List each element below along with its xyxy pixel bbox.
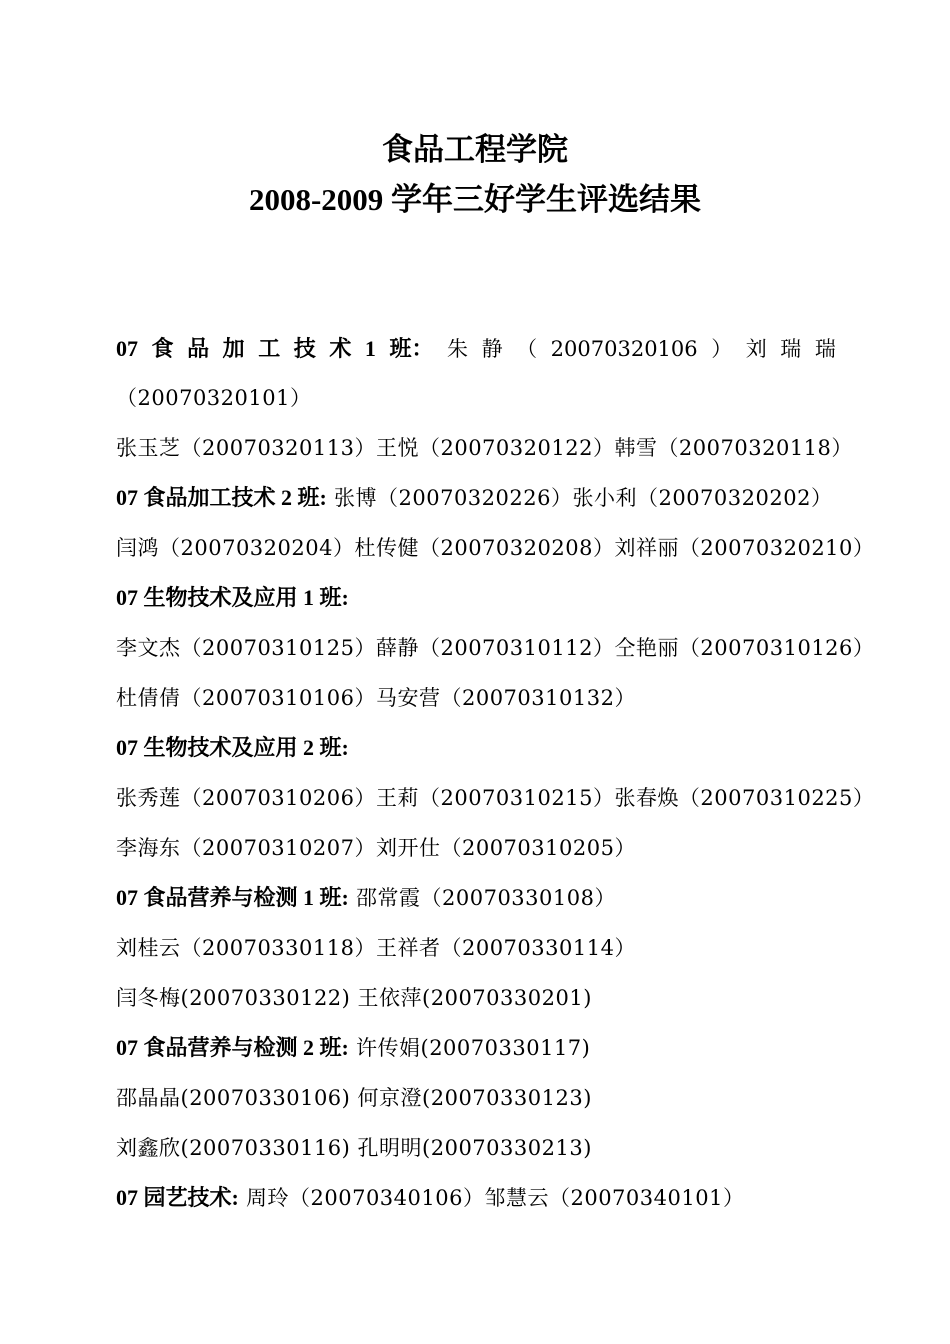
- student-name-part: 瑞: [780, 337, 802, 361]
- class-label: 07 食品营养与检测 1 班:: [116, 885, 349, 910]
- class-label-part: 术: [329, 336, 352, 361]
- student-list-line: [116, 1083, 836, 1113]
- class-entry-line: [116, 1183, 836, 1213]
- student-list-line: [116, 383, 836, 413]
- class-entry-line: [116, 1033, 836, 1063]
- student-id-part: ）: [711, 337, 733, 361]
- class-entry-line: [116, 883, 836, 913]
- student-list-line: [116, 783, 875, 813]
- student-names: 周玲（20070340106）邹慧云（20070340101）: [238, 1186, 745, 1210]
- class-label: 07 园艺技术:: [116, 1185, 239, 1210]
- class-label-part: 工: [258, 336, 281, 361]
- class-label: 07 生物技术及应用 1 班:: [116, 585, 349, 610]
- student-name-part: 朱: [447, 337, 469, 361]
- class-label-part: 食: [151, 336, 174, 361]
- page-subtitle: 2008-2009 学年三好学生评选结果: [248, 182, 702, 217]
- student-names: 闫鸿（20070320204）杜传健（20070320208）刘祥丽（20070320210）: [116, 536, 875, 560]
- class-entry-line: [116, 483, 836, 513]
- student-names: 杜倩倩（20070310106）马安营（20070310132）: [116, 686, 636, 710]
- class-entry-line: [116, 583, 836, 613]
- student-list-line: [116, 683, 836, 713]
- student-names: 张玉芝（20070320113）王悦（20070320122）韩雪（20070320118）: [116, 436, 853, 460]
- student-name-part: 瑞: [814, 337, 836, 361]
- student-list-line: [116, 633, 875, 663]
- student-names: 闫冬梅(20070330122) 王依萍(20070330201): [116, 986, 592, 1010]
- student-names: 李文杰（20070310125）薛静（20070310112）仝艳丽（20070310126）: [116, 636, 875, 660]
- student-names: （20070320101）: [116, 386, 312, 410]
- class-label-part: 07: [116, 336, 138, 361]
- student-names: 刘桂云（20070330118）王祥者（20070330114）: [116, 936, 636, 960]
- class-entry-line: [116, 733, 836, 763]
- student-id-part: （: [516, 337, 538, 361]
- student-list-line: [116, 933, 836, 963]
- student-list-line: [116, 533, 875, 563]
- student-list-line: [116, 433, 853, 463]
- student-names: 许传娟(20070330117): [348, 1036, 591, 1060]
- class-entry-line-1: [116, 334, 836, 364]
- student-list-line: [116, 1133, 836, 1163]
- student-names: 李海东（20070310207）刘开仕（20070310205）: [116, 836, 636, 860]
- student-list-line: [116, 833, 836, 863]
- class-label-part: 技: [293, 336, 316, 361]
- student-name-part: 静: [481, 337, 503, 361]
- page-title: 食品工程学院: [382, 132, 568, 167]
- class-label-part: 加: [222, 336, 245, 361]
- class-label-part: 品: [187, 336, 210, 361]
- student-names: 张博（20070320226）张小利（20070320202）: [326, 486, 833, 510]
- student-names: 张秀莲（20070310206）王莉（20070310215）张春焕（20070310225）: [116, 786, 875, 810]
- class-label: 07 食品加工技术 2 班:: [116, 485, 327, 510]
- student-name-part: 刘: [745, 337, 767, 361]
- class-label-part: 班：: [389, 336, 434, 361]
- student-list-line: [116, 983, 836, 1013]
- class-label: 07 食品营养与检测 2 班:: [116, 1035, 349, 1060]
- student-names: 邵晶晶(20070330106) 何京澄(20070330123): [116, 1086, 592, 1110]
- class-label: 07 生物技术及应用 2 班:: [116, 735, 349, 760]
- student-id-part: 20070320106: [550, 337, 698, 361]
- class-label-part: 1: [364, 336, 376, 361]
- student-names: 刘鑫欣(20070330116) 孔明明(20070330213): [116, 1136, 592, 1160]
- student-names: 邵常霞（20070330108）: [348, 886, 616, 910]
